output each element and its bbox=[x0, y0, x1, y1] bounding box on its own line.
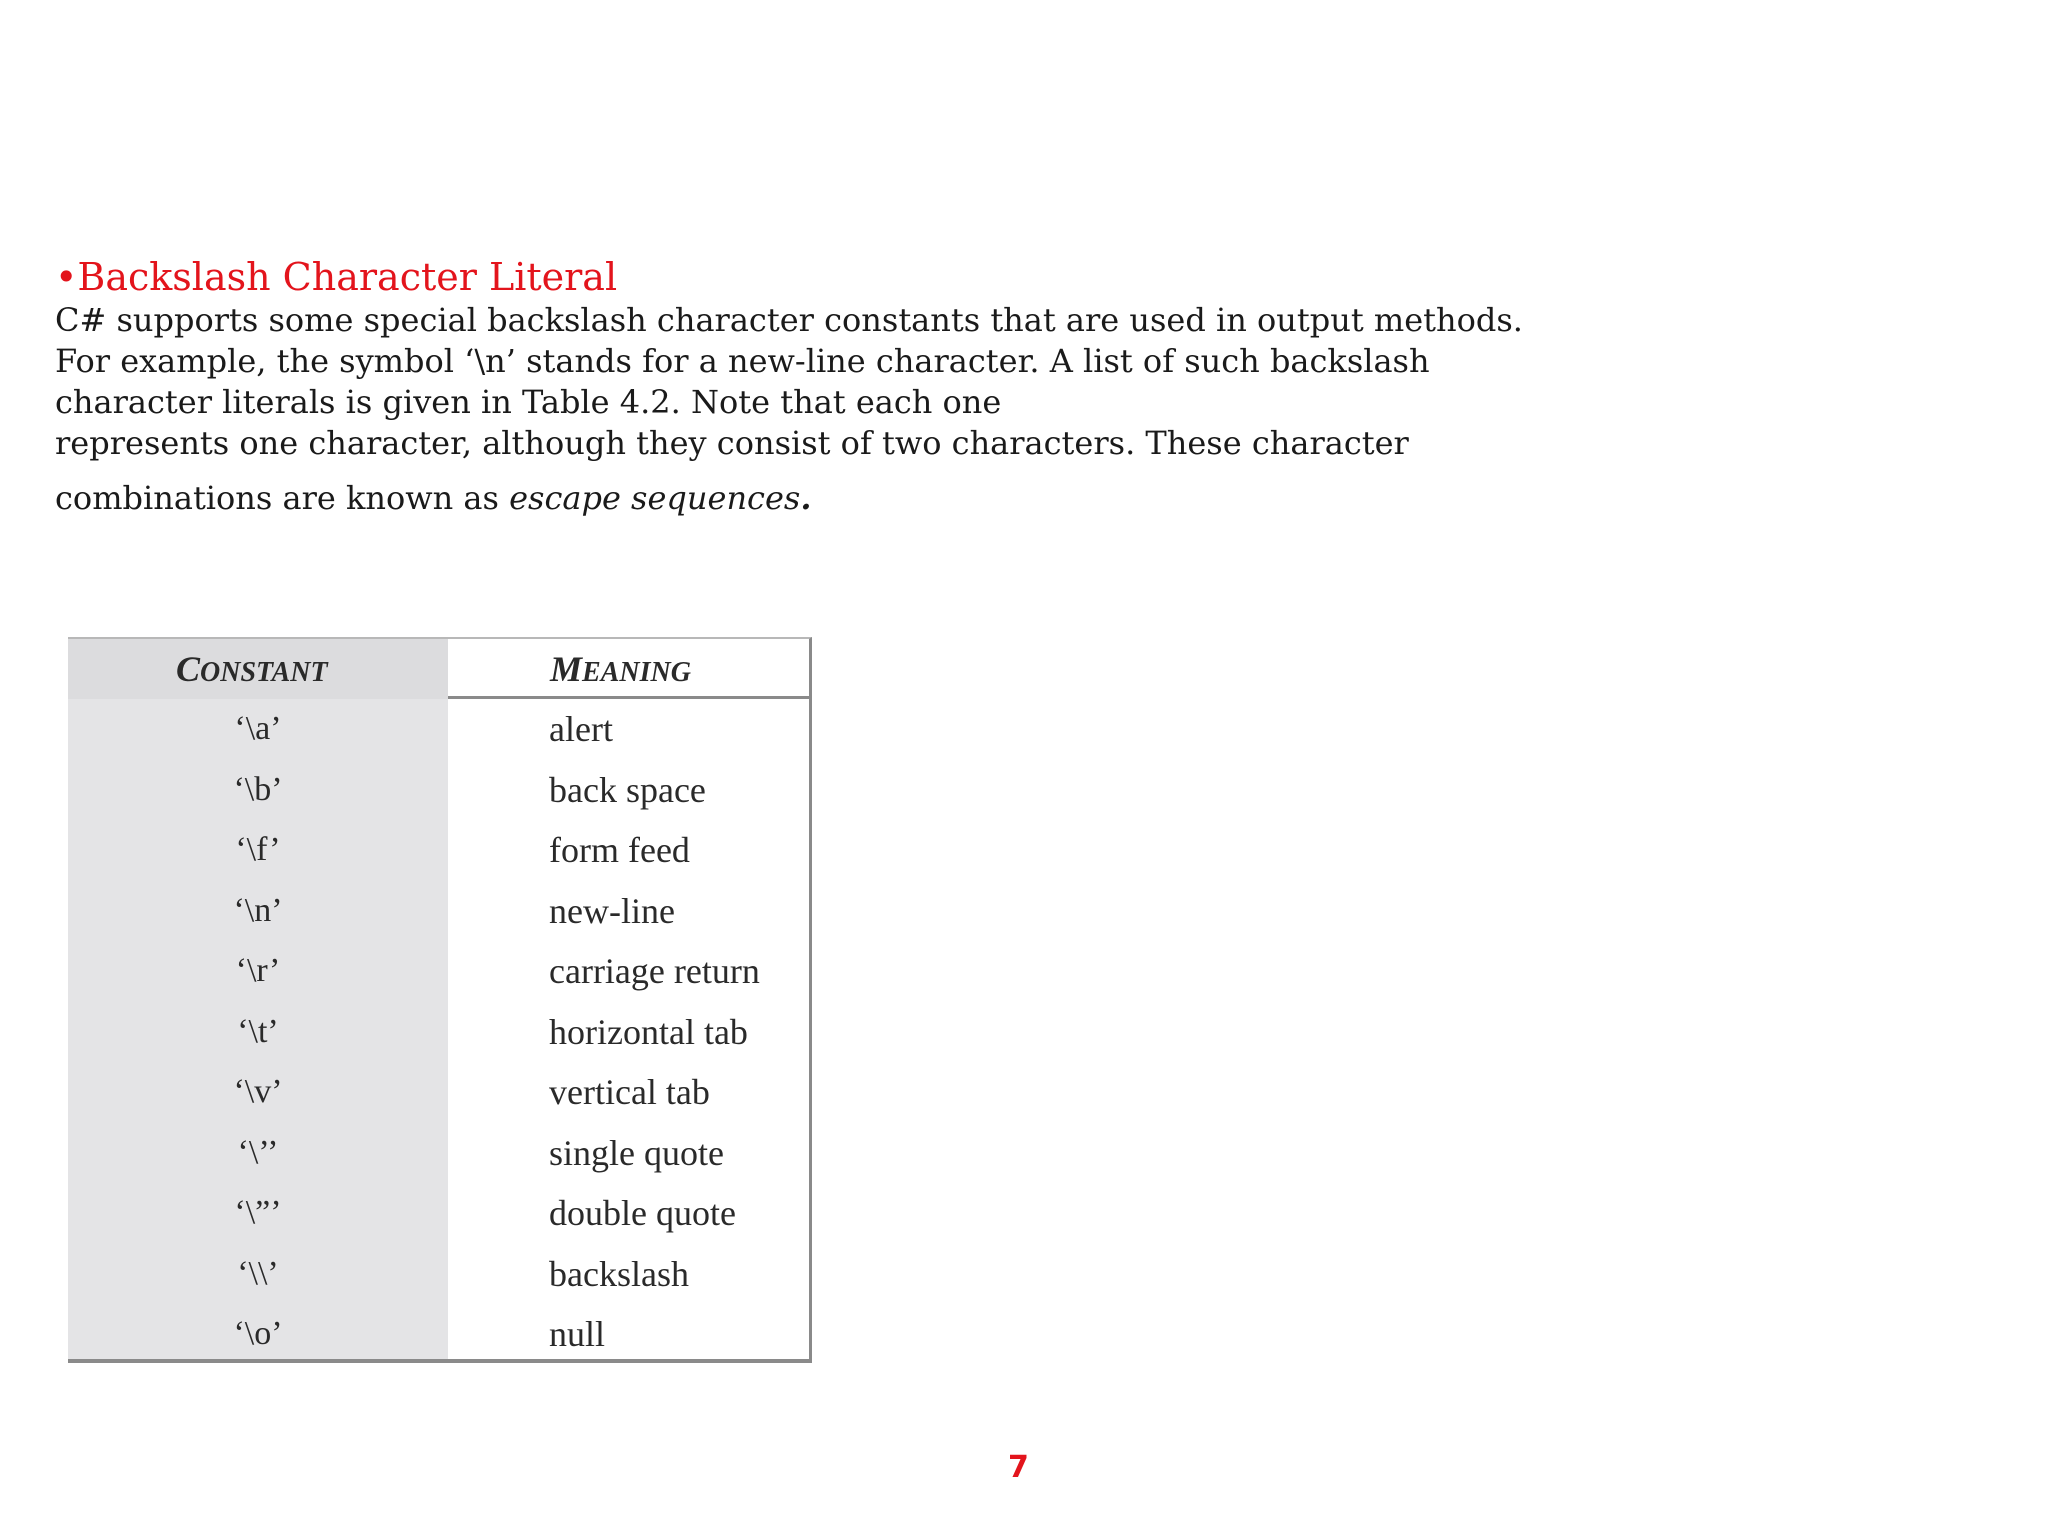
paragraph-text: combinations are known as bbox=[55, 479, 510, 517]
header-constant-rest: ONSTANT bbox=[200, 657, 328, 688]
paragraph-line: represents one character, although they consist of two characters. These character bbox=[55, 424, 1409, 462]
table-row bbox=[68, 1183, 809, 1244]
constant-cell: ‘\t’ bbox=[237, 1012, 279, 1050]
constant-cell: ‘\’’ bbox=[237, 1133, 279, 1171]
section-heading: •Backslash Character Literal bbox=[55, 255, 618, 299]
constant-cell: ‘\n’ bbox=[233, 891, 283, 929]
constant-cell: ‘\”’ bbox=[234, 1194, 282, 1231]
paragraph-line: C# supports some special backslash character constants that are used in output methods. bbox=[55, 301, 1523, 339]
constant-cell: ‘\f’ bbox=[235, 831, 281, 868]
constant-cell: ‘\o’ bbox=[233, 1315, 283, 1352]
meaning-cell: back space bbox=[549, 769, 706, 810]
table-row bbox=[68, 881, 809, 942]
header-constant bbox=[176, 647, 328, 695]
meaning-cell: horizontal tab bbox=[549, 1011, 748, 1052]
header-meaning-initial: M bbox=[550, 649, 583, 689]
constant-cell: ‘\v’ bbox=[233, 1073, 283, 1110]
escape-sequence-table bbox=[68, 637, 812, 1363]
paragraph-period: . bbox=[800, 479, 812, 517]
table-row bbox=[68, 760, 809, 821]
constant-cell: ‘\a’ bbox=[234, 710, 282, 747]
table-row bbox=[68, 820, 809, 881]
header-meaning bbox=[550, 647, 691, 695]
meaning-cell: vertical tab bbox=[549, 1072, 710, 1112]
constant-cell: ‘\r’ bbox=[235, 952, 281, 989]
table-row bbox=[68, 1304, 809, 1365]
header-constant-initial: C bbox=[176, 649, 201, 689]
header-meaning-rest: EANING bbox=[582, 657, 691, 688]
table-row bbox=[68, 1244, 809, 1305]
table-row bbox=[68, 1123, 809, 1184]
paragraph-line: For example, the symbol ‘\n’ stands for a new-line character. A list of such backslash bbox=[55, 342, 1430, 380]
meaning-cell: null bbox=[549, 1314, 606, 1354]
table-body bbox=[68, 699, 809, 1365]
constant-cell: ‘\\’ bbox=[237, 1254, 279, 1292]
table-row bbox=[68, 1002, 809, 1063]
constant-cell: ‘\b’ bbox=[233, 770, 283, 808]
meaning-cell: form feed bbox=[549, 830, 690, 870]
body-paragraph bbox=[55, 300, 1523, 519]
meaning-cell: single quote bbox=[549, 1132, 724, 1173]
page-number: 7 bbox=[1008, 1450, 1029, 1485]
paragraph-line: character literals is given in Table 4.2. Note that each one bbox=[55, 383, 1002, 421]
paragraph-line bbox=[55, 478, 1455, 519]
meaning-cell: double quote bbox=[549, 1193, 736, 1233]
escape-sequences-term: escape sequences bbox=[509, 479, 801, 517]
table-row bbox=[68, 941, 809, 1002]
meaning-cell: backslash bbox=[549, 1253, 689, 1294]
meaning-cell: new-line bbox=[549, 890, 675, 931]
table-row bbox=[68, 1062, 809, 1123]
table-header-row bbox=[68, 639, 809, 699]
meaning-cell: alert bbox=[549, 709, 613, 749]
meaning-cell: carriage return bbox=[549, 951, 760, 991]
table-row bbox=[68, 699, 809, 760]
